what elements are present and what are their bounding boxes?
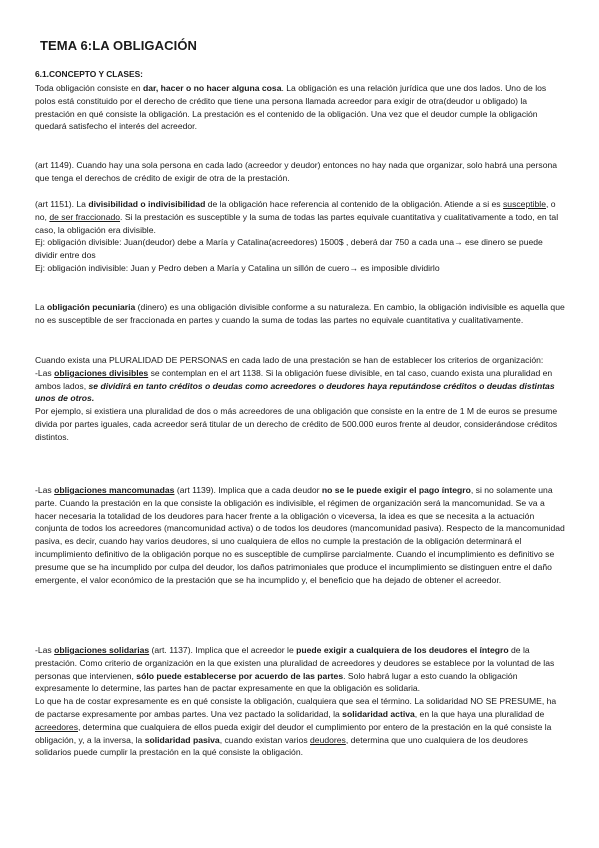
bold-italic-run: se dividirá en tanto créditos o deudas como acreedores o deudores haya reputándose créditos o deudas distintas unos de otros. [35,380,555,404]
paragraph-pecuniaria [35,301,565,327]
text-run: -Las [35,485,55,495]
text-run: La [35,302,47,312]
text-run: Lo que ha de costar expresamente es en qué consiste la obligación, cualquiera que sea el término. La solidaridad NO SE PRESUME, ha de pactarse expresamente por ambas partes. Una vez pactado la solidaridad, la [35,696,557,719]
paragraph-divisibilidad [35,198,565,275]
text-run: de la prestación. Como criterio de organización en la que existen una pluralidad de acreedores y deudores se establece por la voluntad de las personas que intervienen, [35,645,555,681]
text-run: . Solo habrá lugar a esto cuando la obligación expresamente lo determine, las partes han de pactar expresamente en que la obligación es solidaria. [35,670,518,694]
bold-run: divisibilidad o indivisibilidad [88,199,206,209]
bold-run: dar, hacer o no hacer alguna cosa [142,83,282,93]
text-run: Toda obligación consiste en [35,83,143,93]
paragraph-solidarias [35,644,565,759]
example-indivisible: Ej: obligación indivisible: Juan y Pedro deben a María y Catalina un sillón de cuero→ es imposible dividirlo [35,262,440,273]
underlined-run: de ser fraccionado [49,211,121,222]
text-run: . Si la prestación es susceptible y la suma de todas las partes equivale cuantitativa y cualitativamente a todo, en tal caso, la obligación era divisible. [35,211,559,235]
bold-underlined-run: obligaciones solidarias [54,645,150,655]
text-run: (dinero) es una obligación divisible conforme a su naturaleza. En cambio, la obligación indivisible es aquella que no es susceptible de ser fraccionada en partes y cuando la suma de todas las partes no equivale cuantitativa y cualitativamente. [35,302,565,325]
text-run: . La obligación es una relación jurídica que une dos lados. Uno de los polos está constituido por el derecho de crédito que tiene una persona llamada acreedor para exigir de otra(deudor u obligado) la prestación en qué consiste la obligación. La prestación es el contenido de la obligación. Una vez que el deudor cumple la obligación quedará satisfecho el interés del acreedor. [35,83,547,132]
underlined-run: acreedores [35,721,78,732]
bold-run: no se le puede exigir el pago íntegro [321,485,471,495]
text-run: de la obligación hace referencia al contenido de la obligación. Atiende a si es [205,199,503,209]
text-run: , si no solamente una parte. Cuando la prestación en la que consiste la obligación es indivisible, el régimen de organización será la mancomunidad. Se va a hacer necesaria la totalidad de los deudores para hacer frente a la obligación o viceversa, la idea es que se necesita a la actuación conjunta de todos los acreedores (mancomunidad activa) o de todos los deudores (mancomunidad pasiva). Respecto de la mancomunidad pasiva, es decir, cuando hay varios deudores, si uno cualquiera de ellos no cumple la prestación de la obligación determinará el incumplimiento definitivo de la obligación porque no es susceptible de cumplirse parcialmente. Cuando el incumplimiento es definitivo se presume que se ha incumplido por culpa del deudor, los daños patrimoniales que produce el incumplimiento se distinguen entre el daño emergente, el valor económico de la prestación que se ha incumplido y, el beneficio que ha dejado de obtener el acreedor. [35,485,565,585]
text-run: , determina que cualquiera de ellos pueda exigir del deudor el cumplimiento por entero de la prestación en la qué consiste la obligación, y, a la inversa, la [35,721,552,745]
text-run: , o no, [35,199,556,222]
bold-run: obligación pecuniaria [46,302,136,312]
underlined-run: deudores [310,734,346,745]
paragraph-concepto [35,82,565,133]
section-heading: 6.1.CONCEPTO Y CLASES: [35,69,143,79]
text-run: Cuando exista una PLURALIDAD DE PERSONAS en cada lado de una prestación se han de establecer los criterios de organización: [35,355,544,365]
paragraph-pluralidad [35,354,565,444]
text-run: , en la que haya una pluralidad de [414,708,545,719]
page-title: TEMA 6:LA OBLIGACIÓN [40,38,198,53]
bold-run: puede exigir a cualquiera de los deudores el íntegro [296,645,509,655]
text-run: -Las [35,645,55,655]
bold-run: solidaridad activa [342,708,415,719]
text-run: , cuando existan varios [219,734,311,745]
paragraph-mancomunadas [35,484,565,586]
text-run: , determina que uno cualquiera de los deudores solidarios puede cumplir la prestación en la qué consiste la obligación. [35,734,528,758]
example-divisible: Ej: obligación divisible: Juan(deudor) debe a María y Catalina(acreedores) 1500$ , deberá dar 750 a cada una→ ese dinero se puede dividir entre dos [35,237,543,261]
bold-run: sólo puede establecerse por acuerdo de las partes [136,670,344,681]
paragraph-art-1149: (art 1149). Cuando hay una sola persona en cada lado (acreedor y deudor) entonces no hay nada que organizar, solo habrá una persona que tenga el derechos de crédito de exigir de otra de la prestación. [35,160,558,183]
text-run: (art. 1137). Implica que el acreedor le [149,645,297,655]
bold-underlined-run: obligaciones divisibles [54,367,149,378]
text-run: Por ejemplo, si existiera una pluralidad de dos o más acreedores de una obligación que consiste en la entre de 1 M de euros se presume divida por partes iguales, cada acreedor será titular de un derecho de crédito de 500.000 euros frente al deudor, considerándose créditos distintos. [35,406,558,442]
text-run: -Las [35,367,55,378]
text-run: (art 1151). La [35,199,89,209]
text-run: (art 1139). Implica que a cada deudor [174,485,322,495]
bold-run: solidaridad pasiva [144,734,220,745]
underlined-run: susceptible [503,199,546,209]
bold-underlined-run: obligaciones mancomunadas [54,485,175,495]
text-run: se contemplan en el art 1138. Si la obligación fuese divisible, en tal caso, cuando exista una pluralidad en ambos lados, [35,367,553,391]
